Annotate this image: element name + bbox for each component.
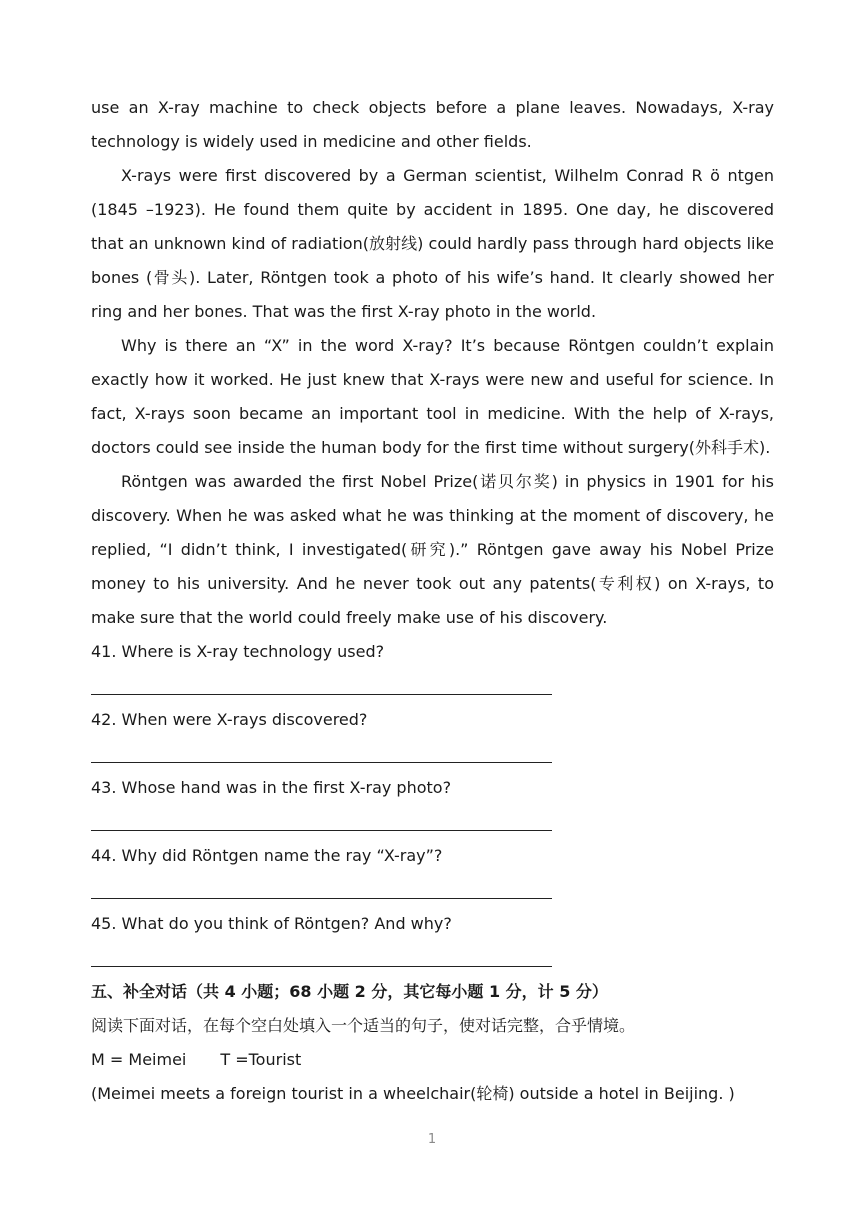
section-5-title: 五、补全对话（共 4 小题；68 小题 2 分，其它每小题 1 分，计 5 分） — [91, 982, 608, 1001]
answer-line-44[interactable] — [91, 873, 552, 907]
passage-paragraph-2: X-rays were first discovered by a German scientist, Wilhelm Conrad R ö ntgen (1845 –1923). He found them quite by accident in 1895. One day, he discovered that an unknown kind of radiation(放射线) could hardly pass through hard objects like bones (骨头). Later, Röntgen took a photo of his wife’s hand. It clearly showed her ring and her bones. That was the first X-ray photo in the world. — [91, 166, 774, 321]
question-45: 45. What do you think of Röntgen? And why? — [91, 914, 452, 933]
passage-paragraph-1: use an X-ray machine to check objects before a plane leaves. Nowadays, X-ray technology is widely used in medicine and other fields. — [91, 98, 774, 151]
answer-line-45[interactable] — [91, 941, 552, 975]
dialogue-roles — [91, 1043, 774, 1077]
role-meimei: M = Meimei — [91, 1050, 187, 1069]
page-content — [91, 91, 774, 1111]
answer-line-43[interactable] — [91, 805, 552, 839]
question-44: 44. Why did Röntgen name the ray “X-ray”? — [91, 846, 443, 865]
passage-paragraph-3: Why is there an “X” in the word X-ray? It’s because Röntgen couldn’t explain exactly how it worked. He just knew that X-rays were new and useful for science. In fact, X-rays soon became an important tool in medicine. With the help of X-rays, doctors could see inside the human body for the first time without surgery(外科手术). — [91, 336, 774, 457]
question-43: 43. Whose hand was in the first X-ray photo? — [91, 778, 452, 797]
section-5-instruction: 阅读下面对话，在每个空白处填入一个适当的句子，使对话完整，合乎情境。 — [91, 1016, 636, 1035]
answer-line-42[interactable] — [91, 737, 552, 771]
dialogue-scene: (Meimei meets a foreign tourist in a wheelchair(轮椅) outside a hotel in Beijing. ) — [91, 1084, 735, 1103]
question-42: 42. When were X-rays discovered? — [91, 710, 368, 729]
page-number: 1 — [427, 1132, 437, 1147]
role-tourist: T =Tourist — [220, 1050, 302, 1069]
question-41: 41. Where is X-ray technology used? — [91, 642, 385, 661]
answer-line-41[interactable] — [91, 669, 552, 703]
passage-paragraph-4: Röntgen was awarded the first Nobel Prize(诺贝尔奖) in physics in 1901 for his discovery. When he was asked what he was thinking at the moment of discovery, he replied, “I didn’t think, I investigated(研究).” Röntgen gave away his Nobel Prize money to his university. And he never took out any patents(专利权) on X-rays, to make sure that the world could freely make use of his discovery. — [91, 472, 774, 627]
